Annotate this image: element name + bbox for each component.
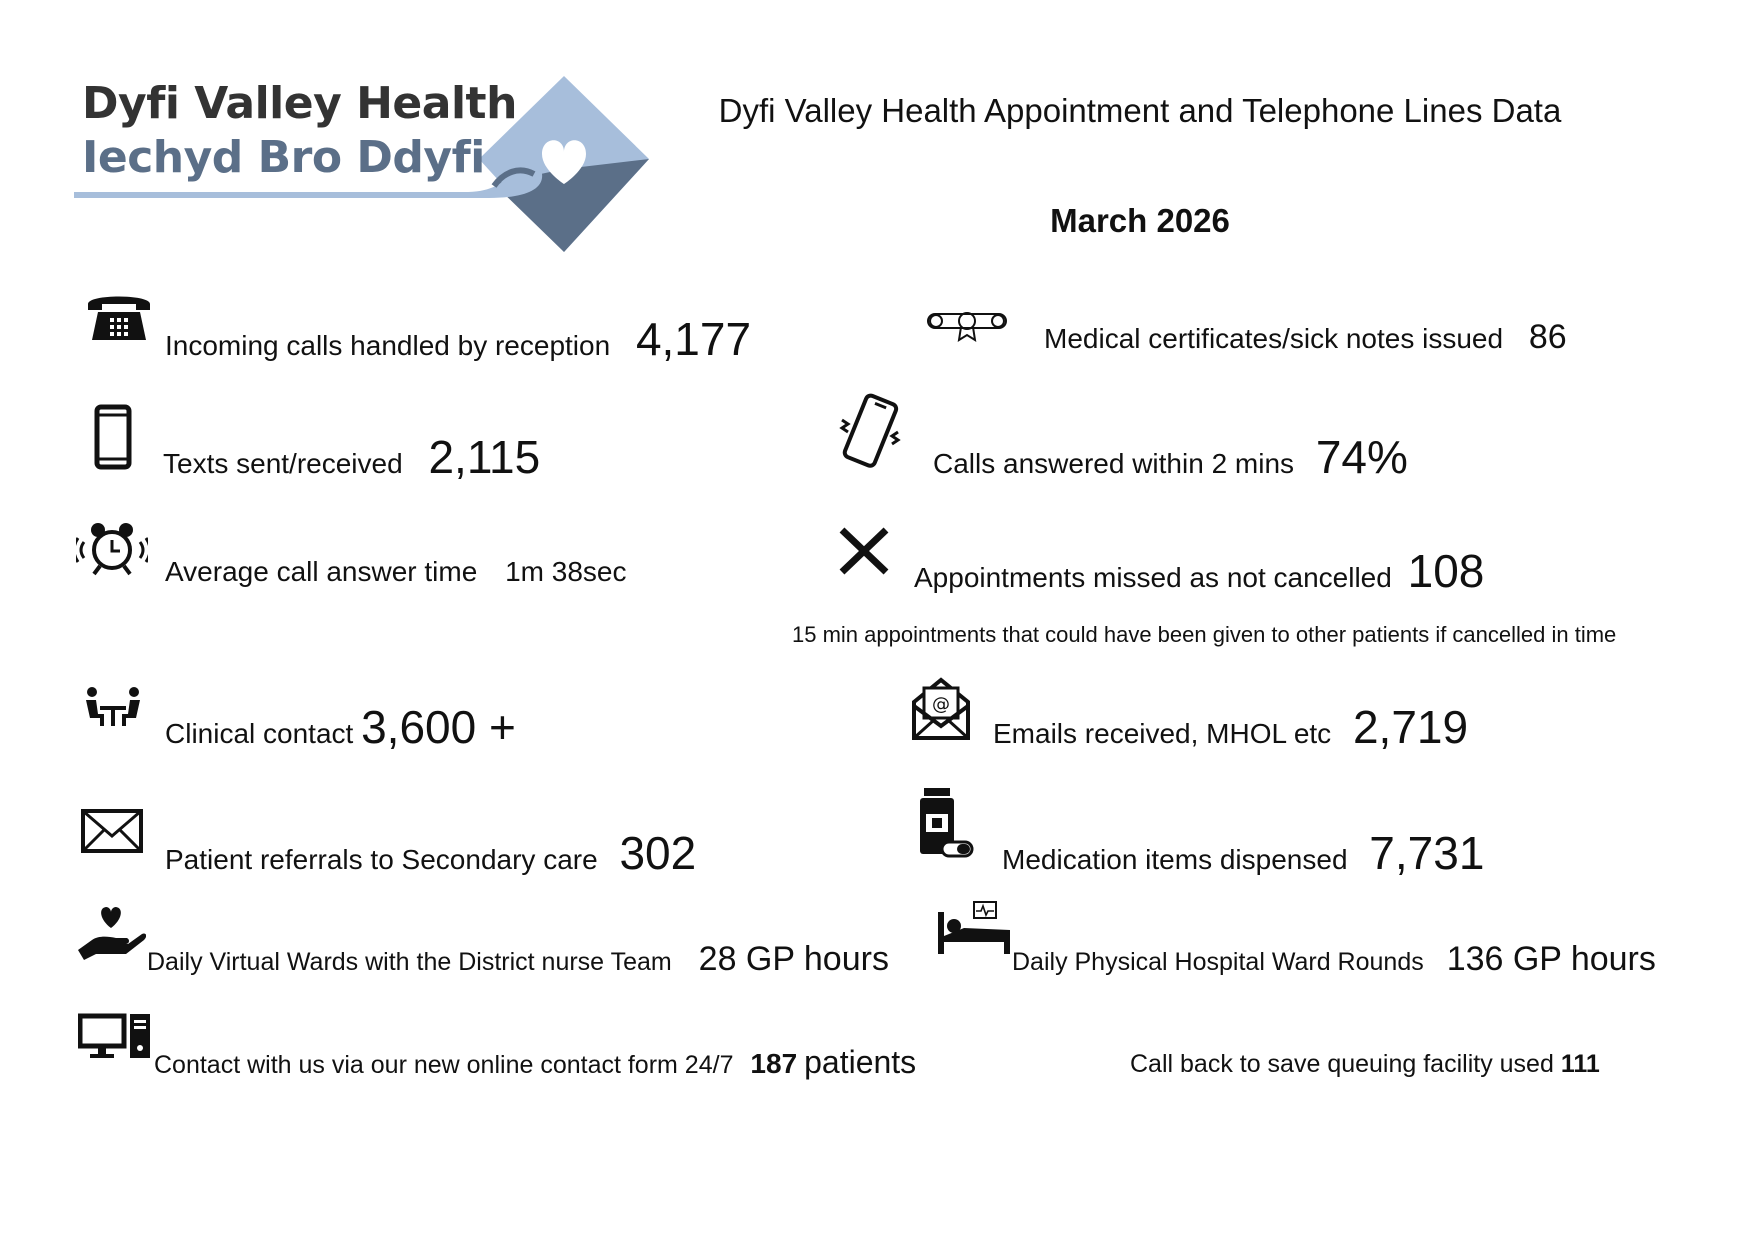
medical-certs-value: 86 [1528, 318, 1567, 356]
report-month: March 2026 [1050, 202, 1230, 239]
consultation-icon [82, 686, 144, 730]
online-form-unit: patients [804, 1044, 917, 1080]
vibrating-phone-icon [836, 392, 906, 472]
envelope-icon [80, 808, 144, 854]
page-title: Dyfi Valley Health Appointment and Telephone Lines Data [718, 92, 1562, 129]
calls-answered-label: Calls answered within 2 mins [933, 448, 1295, 479]
incoming-calls-value: 4,177 [635, 313, 752, 365]
medication-value: 7,731 [1369, 827, 1485, 879]
logo [74, 74, 654, 254]
missed-appointments-note: 15 min appointments that could have been given to other patients if cancelled in time [792, 622, 1617, 647]
stat-call-back [1130, 1050, 1600, 1079]
virtual-wards-value: 28 GP hours [698, 940, 889, 978]
missed-appointments-label: Appointments missed as not cancelled [914, 562, 1392, 593]
stat-texts [163, 430, 540, 484]
medicine-bottle-icon [918, 786, 974, 860]
hospital-bed-icon [936, 900, 1012, 956]
certificate-icon [922, 306, 1012, 342]
calls-answered-value: 74% [1315, 431, 1408, 483]
stat-calls-answered [933, 430, 1408, 484]
hospital-rounds-label: Daily Physical Hospital Ward Rounds [1012, 948, 1424, 976]
telephone-icon [84, 290, 154, 342]
online-form-label: Contact with us via our new online contact form 24/7 [154, 1051, 734, 1079]
clinical-contact-value: 3,600 + [361, 701, 516, 753]
average-answer-label: Average call answer time [165, 556, 478, 587]
stat-clinical-contact [165, 700, 516, 754]
hand-heart-icon [76, 904, 146, 960]
referrals-label: Patient referrals to Secondary care [165, 844, 598, 875]
logo-line1: Dyfi Valley Health [82, 78, 517, 129]
texts-value: 2,115 [428, 431, 541, 483]
emails-value: 2,719 [1352, 701, 1469, 753]
svg-text:@: @ [932, 694, 950, 715]
medical-certs-label: Medical certificates/sick notes issued [1044, 323, 1504, 354]
logo-line2: Iechyd Bro Ddyfi [82, 132, 485, 183]
stat-medication [1002, 826, 1484, 880]
stat-incoming-calls [165, 312, 751, 366]
email-open-icon [910, 676, 972, 740]
hospital-rounds-value: 136 GP hours [1446, 940, 1656, 978]
virtual-wards-label: Daily Virtual Wards with the District nurse Team [147, 948, 672, 976]
computer-icon [78, 1012, 152, 1060]
medication-label: Medication items dispensed [1002, 844, 1348, 875]
clinical-contact-label: Clinical contact [165, 718, 354, 749]
stat-emails [993, 700, 1468, 754]
average-answer-value: 1m 38sec [505, 556, 627, 587]
call-back-label: Call back to save queuing facility used [1130, 1050, 1554, 1078]
alarm-clock-icon [76, 520, 148, 578]
stat-medical-certs [1044, 318, 1567, 357]
mobile-phone-icon [94, 404, 132, 470]
stat-hospital-rounds [1012, 940, 1656, 979]
incoming-calls-label: Incoming calls handled by reception [165, 330, 611, 361]
emails-label: Emails received, MHOL etc [993, 718, 1332, 749]
stat-missed-appointments [914, 544, 1484, 598]
cross-icon [838, 526, 890, 576]
online-form-value: 187 [750, 1048, 798, 1079]
referrals-value: 302 [619, 827, 697, 879]
stat-virtual-wards [147, 940, 889, 979]
stat-referrals [165, 826, 696, 880]
stat-average-answer [165, 556, 626, 588]
texts-label: Texts sent/received [163, 448, 403, 479]
call-back-value: 111 [1560, 1050, 1600, 1078]
stat-online-form [154, 1044, 916, 1081]
missed-appointments-value: 108 [1407, 545, 1485, 597]
